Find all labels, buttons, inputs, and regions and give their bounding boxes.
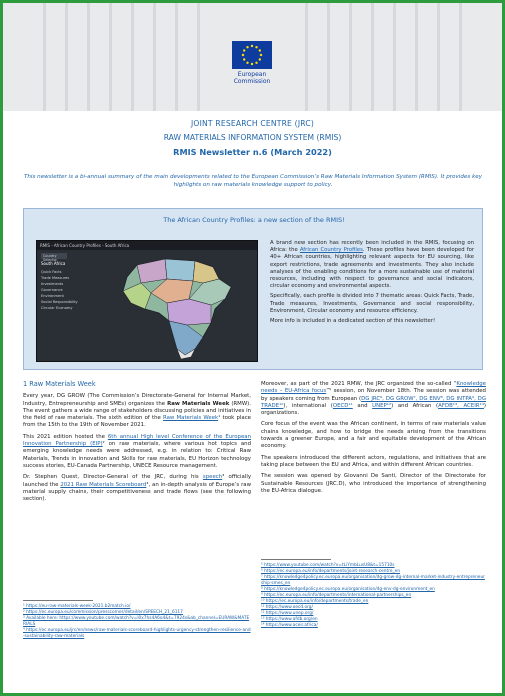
highlight-box-title: The African Country Profiles: a new section of the RMIS! (163, 216, 345, 224)
footnote-1[interactable]: ¹ https://eu-raw-materials-week-2021.b2match.io/ (23, 604, 131, 609)
highlight-box-text (270, 240, 474, 328)
knowledge-needs-link[interactable]: Knowledge needs – EU-Africa focus (261, 381, 486, 395)
screenshot-menu-item: Social Responsibility (41, 300, 78, 304)
screenshot-sidebar (41, 261, 81, 311)
highlight-box (23, 208, 483, 370)
footnote-8[interactable]: ⁸ https://knowledge4policy.ec.europa.eu/organisation/dg-env-dg-environment_en (261, 587, 435, 592)
rmw-paragraph-3: Dr. Stephen Quest, Director-General of the JRC, during his speech³ officially launched the 2021 Raw Materials Scoreboard⁴, an in-depth analysis of Europe’s raw material supply chains, their competitiveness and trade flows (see the following section). (23, 474, 252, 503)
scoreboard-link[interactable]: 2021 Raw Materials Scoreboard (60, 481, 147, 488)
footnote-divider-right (261, 559, 331, 560)
africa-map-icon (107, 253, 247, 361)
header-banner (3, 3, 502, 111)
footnote-divider-left (23, 600, 93, 601)
newsletter-titles (3, 119, 502, 157)
screenshot-menu-item: Quick Facts (41, 270, 62, 274)
country-selector-button: Country Selector (41, 253, 67, 259)
speech-link[interactable]: speech (202, 474, 223, 481)
screenshot-menu-item: Trade Measures (41, 276, 70, 280)
eip-conference-link[interactable]: 6th annual High level Conference of the European Innovation Partnership (EIP) (23, 433, 251, 448)
oecd-link[interactable]: OECD¹¹ (332, 402, 353, 409)
footnote-6[interactable]: ⁶ https://ec.europa.eu/info/departments/joint-research-centre_en (261, 569, 401, 574)
eu-flag-icon (232, 41, 272, 69)
intro-text: This newsletter is a bi-annual summary of the main developments related to the European Commission’s Raw Materials Information System (RMIS). It provides key highlights on raw materials knowledge support to policy. (23, 174, 483, 188)
african-organisations-links[interactable]: AFDB¹³, ACEIR¹⁴ (438, 402, 484, 409)
footnote-12[interactable]: ¹² https://www.unep.org/ (261, 611, 314, 616)
footnote-10[interactable]: ¹⁰ https://ec.europa.eu/info/departments/trade_en (261, 599, 369, 604)
session-paragraph-2: Core focus of the event was the African continent, in terms of raw materials value chains knowledge, and how to bridge the needs arising from the transitions towards a greener Europe, and a fair and equitable development of the African economy. (261, 421, 486, 450)
highlight-paragraph-1: A brand new section has recently been included in the RMIS, focusing on Africa: the African Country Profiles. These profiles have been developed for 40+ African countries, highlighting relevant aspects for EU sourcing, like export restrictions, trade agreements and investments. They also include analyses of the enabling conditions for a more sustainable use of material resources, including with respect to governance and social indicators, circular economy and environmental aspects. (270, 240, 475, 290)
footnote-3[interactable]: ³ Available here: https://www.youtube.com/watch?v=l0x7hs4A6o4&t=7924s&ab_channel=EURAW&MATERIALS (23, 616, 250, 627)
left-column (23, 381, 251, 507)
footnote-4[interactable]: ⁴ https://ec.europa.eu/jrc/en/news/raw-materials-scoreboard-highlights-urgency-strengthen-resilience-and-sustainability-raw-materials (23, 628, 251, 639)
screenshot-menu-item: Governance (41, 288, 63, 292)
screenshot-menu-item: Investments (41, 282, 64, 286)
session-paragraph-3: The speakers introduced the different actors, regulations, and initiatives that are taking place between the EU and Africa, and within different African countries. (261, 454, 486, 468)
section-heading-raw-materials-week: 1 Raw Materials Week (23, 380, 96, 388)
logo-line2: Commission (233, 78, 271, 85)
footnote-5[interactable]: ⁵ https://www.youtube.com/watch?v=tLiYmbLusU8&t=15710s (261, 563, 395, 568)
title-rmis: RAW MATERIALS INFORMATION SYSTEM (RMIS) (163, 133, 342, 142)
unep-link[interactable]: UNEP¹² (372, 402, 392, 409)
footnote-9[interactable]: ⁹ https://ec.europa.eu/info/departments/international-partnerships_en (261, 593, 412, 598)
screenshot-menu-item: Environment (41, 294, 64, 298)
footnotes-right (261, 563, 486, 629)
highlight-paragraph-2: Specifically, each profile is divided into 7 thematic areas: Quick Facts, Trade, Trade measures, Investments, Governance and social responsibility, Environment, Circular economy and resource efficiency. (270, 293, 474, 314)
african-country-profiles-link[interactable]: African Country Profiles (299, 247, 363, 254)
footnotes-left (23, 604, 251, 640)
footnote-14[interactable]: ¹⁴ https://www.aceir.africa/ (261, 623, 318, 628)
raw-materials-week-link[interactable]: Raw Materials Week (162, 415, 219, 422)
footnote-2[interactable]: ² https://ec.europa.eu/commission/presscorner/detail/en/SPEECH_21_6117 (23, 610, 183, 615)
footnote-11[interactable]: ¹¹ https://www.oecd.org/ (261, 605, 313, 610)
right-column (261, 381, 486, 499)
footnote-7[interactable]: ⁷ https://knowledge4policy.ec.europa.eu/organisation/dg-grow-dg-internal-market-industry-entrepreneurship-smes_en (261, 575, 485, 586)
screenshot-title-bar: RMIS - African Country Profiles - South Africa (37, 241, 257, 250)
highlight-paragraph-3: More info is included in a dedicated section of this newsletter! (270, 318, 436, 325)
rmw-paragraph-1: Every year, DG GROW (The Commission’s Directorate-General for Internal Market, Industry, Entrepreneurship and SMEs) organizes the Raw Materials Week (RMW). The event gathers a wide range of stakeholders discussing policies and initiatives in the field of raw materials. The sixth edition of the Raw Materials Week¹ took place from the 15th to the 19th of November 2021. (23, 393, 251, 429)
european-speakers-links[interactable]: DG JRC⁶, DG GROW⁷, DG ENV⁸, DG INTPA⁹, DG TRADE¹⁰ (261, 395, 486, 409)
rmw-paragraph-2: This 2021 edition hosted the 6th annual High level Conference of the European Innovation Partnership (EIP)² on raw materials, where various hot topics and emerging knowledge needs were addressed, e.g. in relation to: Critical Raw Materials, Trends in innovation and Skills for raw materials, EU Horizon technology success stories, EU-Canada Partnership, UNECE Resource management. (23, 433, 251, 469)
logo-line1: European (237, 71, 267, 78)
screenshot-country: South Africa (41, 261, 66, 266)
screenshot-menu-item: Circular Economy (41, 306, 73, 310)
session-paragraph-1: Moreover, as part of the 2021 RMW, the JRC organized the so-called “Knowledge needs – EU-Africa focus”⁵ session, on November 18th. The session was attended by speakers coming from European (DG JRC⁶, DG GROW⁷, DG ENV⁸, DG INTPA⁹, DG TRADE¹⁰), international (OECD¹¹ and UNEP¹²) and African (AFDB¹³, ACEIR¹⁴) organizations. (261, 381, 486, 417)
footnote-13[interactable]: ¹³ https://www.afdb.org/en (261, 617, 318, 622)
title-newsletter: RMIS Newsletter n.6 (March 2022) (173, 147, 332, 157)
european-commission-logo (222, 41, 282, 105)
title-jrc: JOINT RESEARCH CENTRE (JRC) (190, 119, 315, 128)
african-profiles-screenshot (36, 240, 258, 362)
session-paragraph-4: The session was opened by Giovanni De Santi, Director of the Directorate for Sustainable Resources (JRC.D), who introduced the importance of strengthening the EU-Africa dialogue. (261, 473, 486, 494)
